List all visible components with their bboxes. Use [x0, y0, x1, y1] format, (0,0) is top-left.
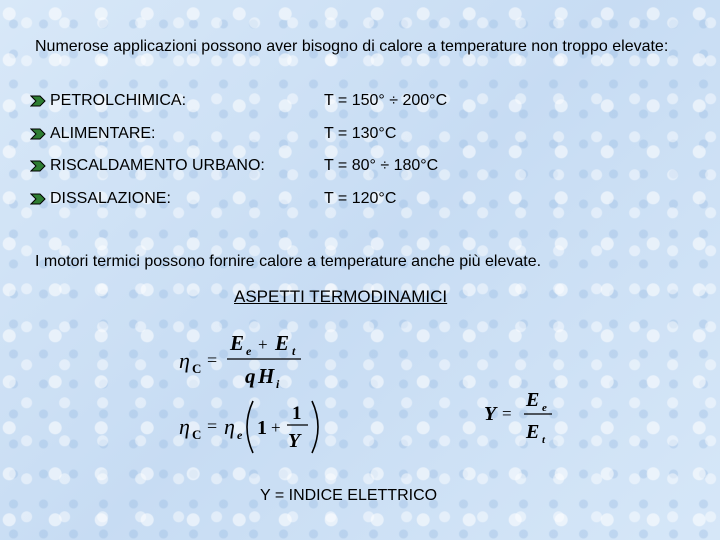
left-paren	[247, 401, 253, 453]
subscript-t: t	[292, 344, 296, 358]
one-digit: 1	[257, 417, 267, 439]
numerator-E: E	[526, 389, 540, 411]
equals-sign: =	[207, 350, 218, 370]
formula-y	[482, 386, 562, 453]
formula-eta-c-electric	[175, 397, 325, 464]
caption-indice-elettrico: Y = INDICE ELETTRICO	[260, 487, 438, 504]
right-paren	[312, 401, 318, 453]
denominator-q: q	[245, 364, 256, 388]
arrow-bullet-icon	[30, 160, 46, 172]
y-symbol: Y	[484, 403, 497, 425]
plus-sign: +	[258, 335, 268, 354]
arrow-bullet-icon	[30, 128, 46, 140]
subscript-e: e	[246, 344, 252, 358]
arrow-bullet-icon	[30, 95, 46, 107]
subscript-i: i	[276, 377, 280, 391]
eta-symbol: η	[179, 348, 190, 373]
subscript-c: C	[192, 427, 202, 442]
subscript-c: C	[192, 361, 202, 376]
numerator-one: 1	[292, 403, 302, 424]
bullet-value: T = 130°C	[324, 125, 397, 142]
subscript-t: t	[542, 434, 546, 446]
subscript-e: e	[542, 402, 547, 414]
bullet-item	[30, 123, 510, 147]
bullet-value: T = 80° ÷ 180°C	[324, 157, 439, 174]
bullet-item	[30, 155, 510, 179]
intro-text: Numerose applicazioni possono aver bisogno di calore a temperature non troppo elevate:	[35, 38, 669, 55]
numerator-E2: E	[275, 331, 290, 355]
eta-symbol-e: η	[224, 414, 235, 439]
bullet-value: T = 150° ÷ 200°C	[324, 92, 448, 109]
bullet-item	[30, 188, 510, 212]
bullet-label: PETROLCHIMICA:	[50, 92, 187, 109]
motori-text: I motori termici possono fornire calore a temperature anche più elevate.	[35, 253, 542, 270]
eta-symbol: η	[179, 414, 190, 439]
denominator-Y: Y	[288, 430, 301, 452]
equals-sign: =	[502, 404, 512, 423]
bullet-item	[30, 90, 510, 114]
bullet-label: ALIMENTARE:	[50, 125, 156, 142]
denominator-H: H	[258, 364, 275, 388]
subscript-e: e	[237, 428, 243, 442]
numerator-E: E	[230, 331, 245, 355]
plus-sign: +	[271, 418, 281, 437]
denominator-E: E	[526, 421, 540, 443]
section-title: ASPETTI TERMODINAMICI	[234, 287, 448, 306]
bullet-label: RISCALDAMENTO URBANO:	[50, 157, 265, 174]
arrow-bullet-icon	[30, 193, 46, 205]
formula-eta-c	[175, 326, 315, 397]
equals-sign: =	[207, 416, 218, 436]
bullet-value: T = 120°C	[324, 190, 397, 207]
bullet-label: DISSALAZIONE:	[50, 190, 171, 207]
